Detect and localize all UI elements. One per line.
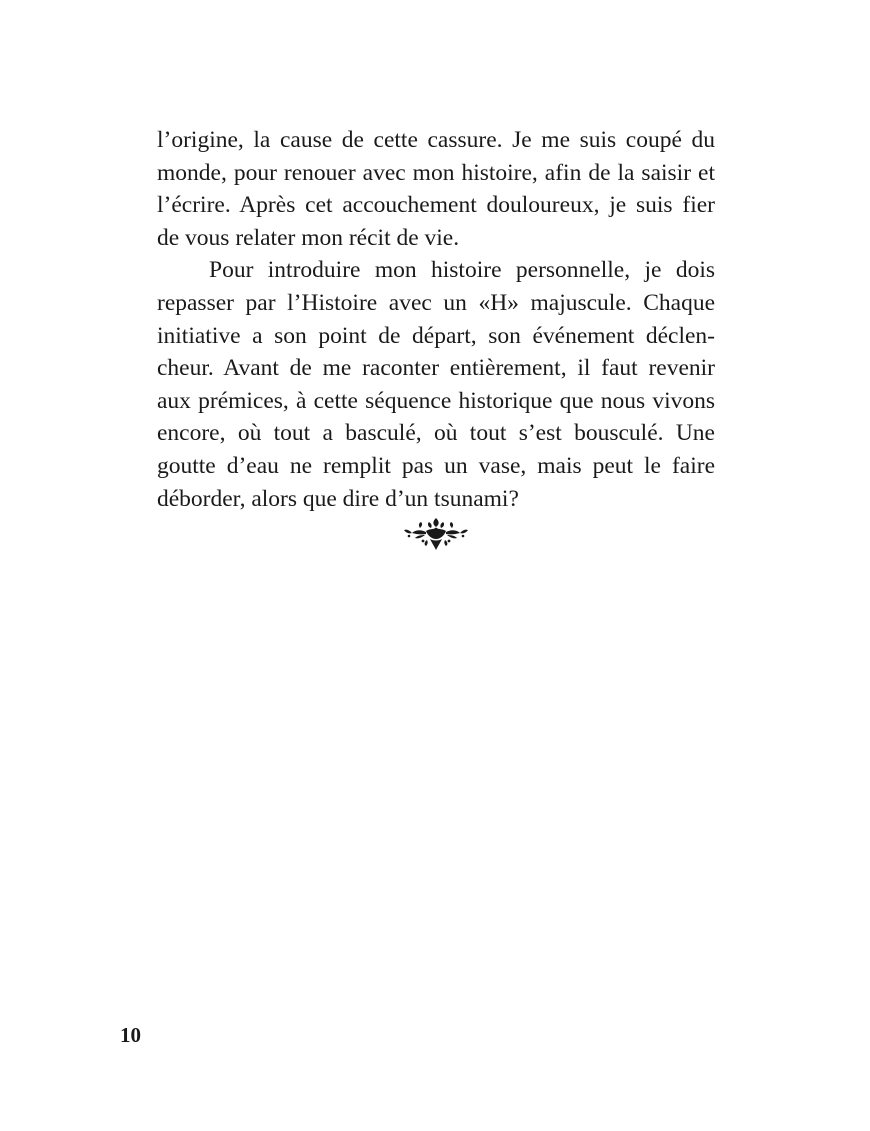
- paragraph-1: l’origine, la cause de cette cassure. Je me suis coupé du monde, pour renouer avec mon histoire, afin de la saisir et l’écrire. Après cet accouchement douloureux, je suis fier de vous relater mon récit de vie.: [157, 127, 715, 251]
- body-text: [157, 124, 715, 515]
- paragraph-2: Pour introduire mon histoire personnelle, je dois repasser par l’Histoire avec un «H» majuscule. Chaque initiative a son point de départ, son événement déclencheur. Avant de me raconter entièrement, il faut revenir aux prémices, à cette séquence historique que nous vivons encore, où tout a basculé, où tout s’est bousculé. Une goutte d’eau ne remplit pas un vase, mais peut le faire déborder, alors que dire d’un tsunami?: [157, 257, 715, 512]
- floral-vignette-icon: [402, 515, 470, 553]
- page-number: 10: [120, 1023, 141, 1047]
